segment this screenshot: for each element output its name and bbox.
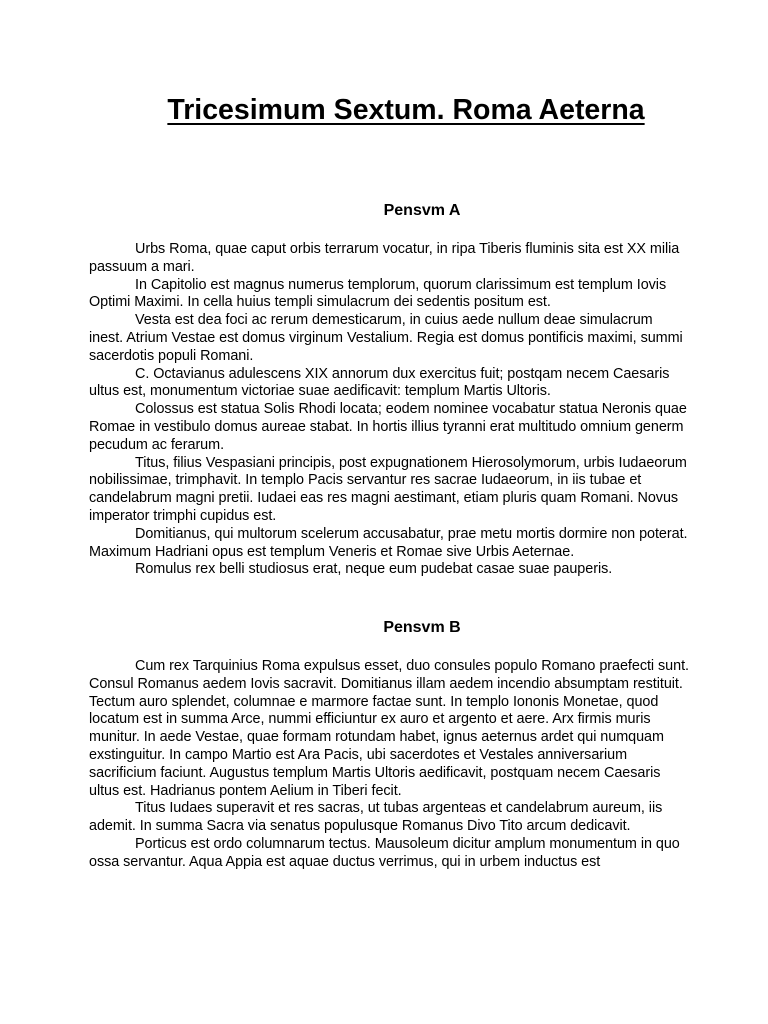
section-pensvm-b [89,658,689,872]
page-title: Tricesimum Sextum. Roma Aeterna [167,94,645,126]
section-heading-pensvm-b: Pensvm B [383,619,461,636]
paragraph: Titus Iudaes superavit et res sacras, ut tubas argenteas et candelabrum aureum, iis ademit. In summa Sacra via senatus populusque Romanus Divo Tito arcum dedicavit. [89,800,663,835]
paragraph: Colossus est statua Solis Rhodi locata; eodem nominee vocabatur statua Neronis quae Romae in vestibulo domus aureae stabat. In hortis illius tyranni erat multitudo omnium generm pecudum ac ferarum. [89,401,687,453]
paragraph: Romulus rex belli studiosus erat, neque eum pudebat casae suae pauperis. [135,561,613,578]
paragraph: In Capitolio est magnus numerus templorum, quorum clarissimum est templum Iovis Optimi Maximi. In cella huius templi simulacrum dei sedentis positum est. [89,276,667,311]
paragraph: Porticus est ordo columnarum tectus. Mausoleum dicitur amplum monumentum in quo ossa servantur. Aqua Appia est aquae ductus verrimus, qui in urbem inductus est [89,835,680,870]
section-pensvm-a [89,241,689,579]
paragraph: Urbs Roma, quae caput orbis terrarum vocatur, in ripa Tiberis fluminis sita est XX milia passuum a mari. [89,241,680,275]
paragraph: C. Octavianus adulescens XIX annorum dux exercitus fuit; postqam necem Caesaris ultus est, monumentum victoriae suae aedificavit: templum Martis Ultoris. [89,365,670,400]
section-heading-pensvm-a: Pensvm A [383,202,461,219]
paragraph: Domitianus, qui multorum scelerum accusabatur, prae metu mortis dormire non poterat. Maximum Hadriani opus est templum Veneris et Romae sive Urbis Aeternae. [89,525,688,560]
paragraph: Vesta est dea foci ac rerum demesticarum, in cuius aede nullum deae simulacrum inest. Atrium Vestae est domus virginum Vestalium. Regia est domus pontificis maximi, summi sacerdotis populi Romani. [89,312,683,364]
paragraph: Cum rex Tarquinius Roma expulsus esset, duo consules populo Romano praefecti sunt. Consul Romanus aedem Iovis sacravit. Domitianus illam aedem incendio absumptam restituit. Tectum auro splendet, columnae e marmore factae sunt. In templo Iononis Monetae, quod locatum est in summa Arce, nummi efficiuntur ex auro et argento et aere. Arx firmis muris munitur. In aede Vestae, quae formam rotundam habet, ignus aeternus ardet qui numquam exstinguitur. In campo Martio est Ara Pacis, ubi sacerdotes et Vestales anniversarium sacrificium faciunt. Augustus templum Martis Ultoris aedificavit, postquam necem Caesaris ultus est. Hadrianus pontem Aelium in Tiberi fecit. [89,658,689,799]
paragraph: Titus, filius Vespasiani principis, post expugnationem Hierosolymorum, urbis Iudaeorum nobilissimae, trimphavit. In templo Pacis servantur res sacrae Iudaeorum, in iis tubae et candelabrum magni pretii. Iudaei eas res magni aestimant, etiam pluris quam Romani. Novus imperator trimphi cupidus est. [89,454,687,524]
